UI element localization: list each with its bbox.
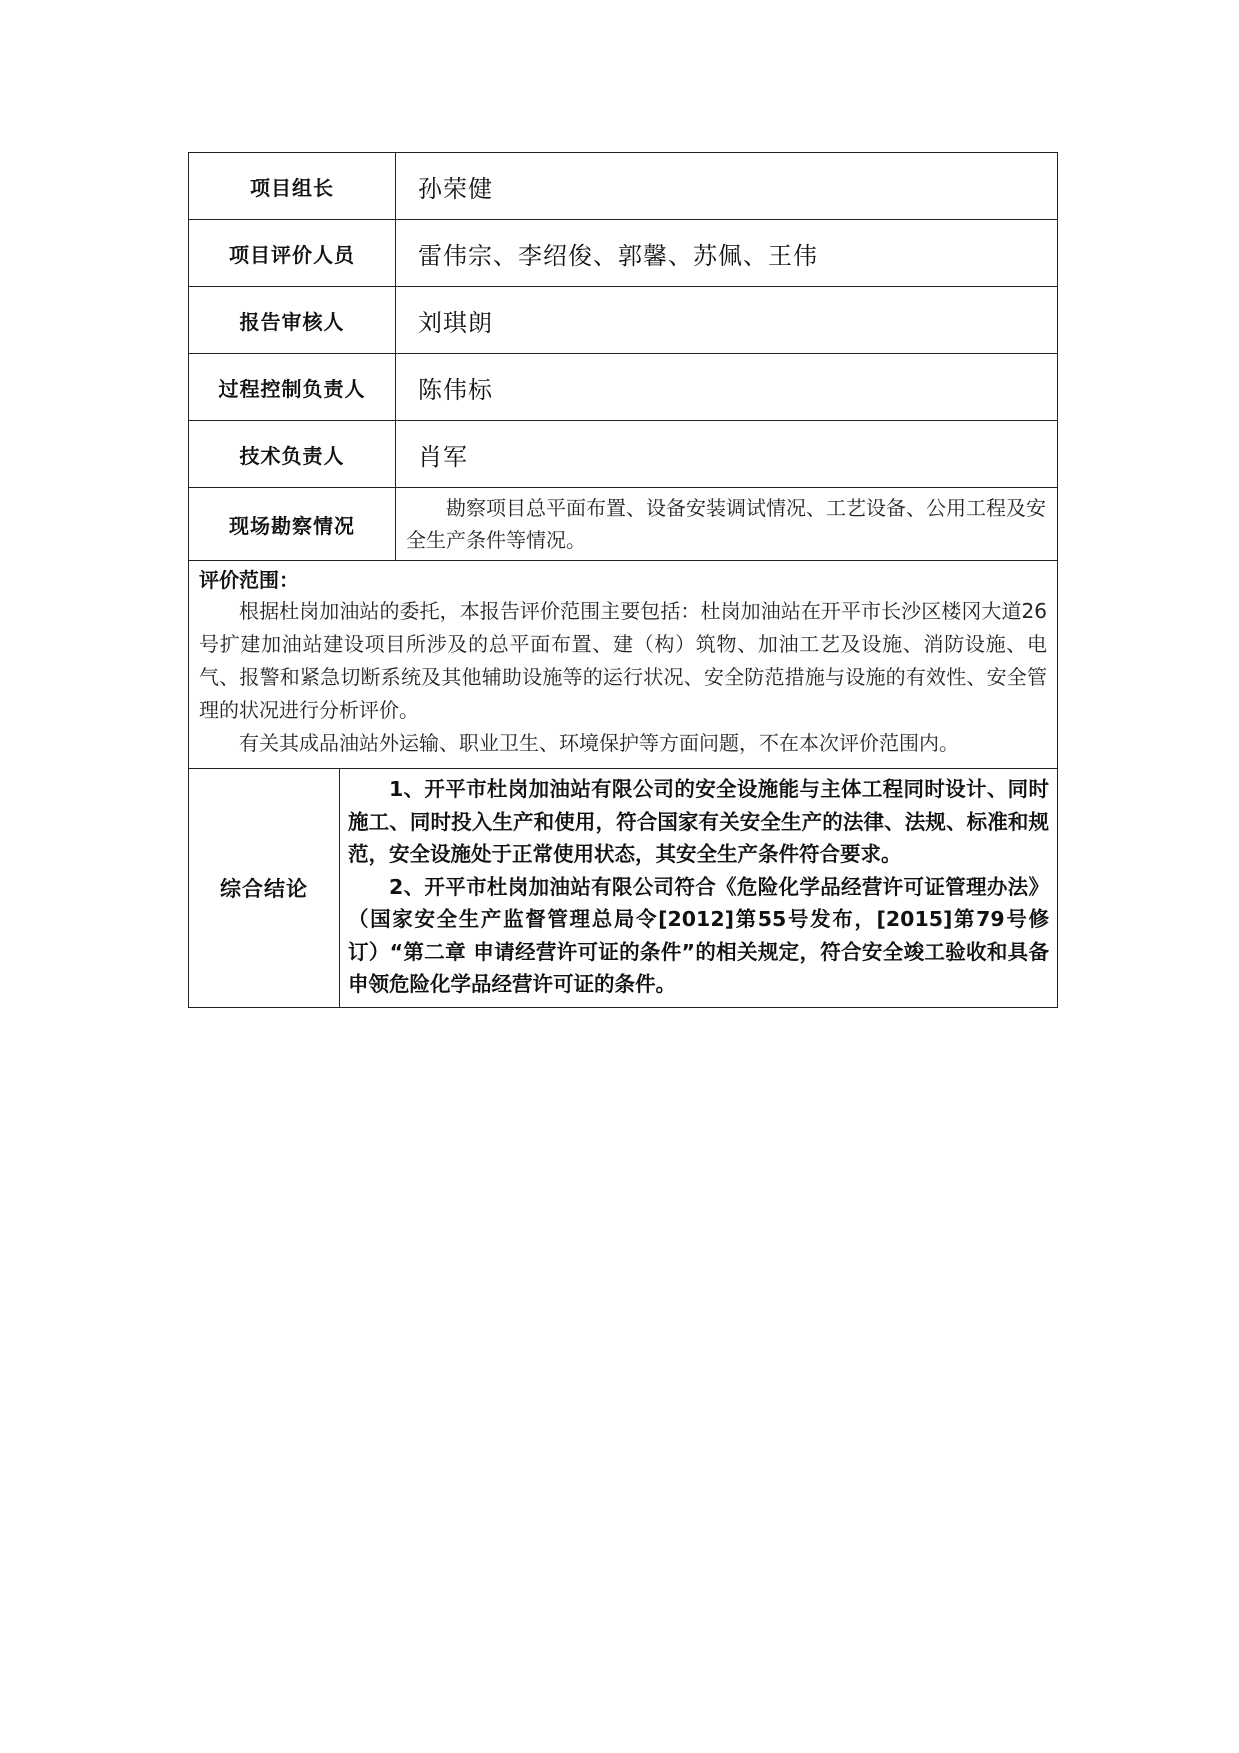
conclusion-label: 综合结论: [189, 769, 340, 1008]
evaluation-info-table: [188, 152, 1058, 1008]
evaluation-scope-paragraph: 根据杜岗加油站的委托，本报告评价范围主要包括：杜岗加油站在开平市长沙区楼冈大道26号扩建加油站建设项目所涉及的总平面布置、建（构）筑物、加油工艺及设施、消防设施、电气、报警和紧急切断系统及其他辅助设施等的运行状况、安全防范措施与设施的有效性、安全管理的状况进行分析评价。: [199, 599, 1047, 722]
row-value-project-leader: 孙荣健: [396, 153, 1058, 220]
table-row: [189, 421, 1058, 488]
row-value-process-controller: 陈伟标: [396, 354, 1058, 421]
row-label-technical-lead: 技术负责人: [189, 421, 396, 488]
table-row: [189, 354, 1058, 421]
table-row: [189, 287, 1058, 354]
table-row: [189, 220, 1058, 287]
row-label-site-survey: 现场勘察情况: [189, 488, 396, 561]
table-row: [189, 153, 1058, 220]
row-value-report-reviewer: 刘琪朗: [396, 287, 1058, 354]
evaluation-scope-cell: [189, 561, 1058, 769]
row-label-project-leader: 项目组长: [189, 153, 396, 220]
conclusion-cell: [340, 769, 1058, 1008]
row-label-report-reviewer: 报告审核人: [189, 287, 396, 354]
table-row: [189, 769, 1058, 1008]
evaluation-scope-title: 评价范围：: [199, 568, 299, 592]
row-value-technical-lead: 肖军: [396, 421, 1058, 488]
row-label-process-controller: 过程控制负责人: [189, 354, 396, 421]
row-value-site-survey: 勘察项目总平面布置、设备安装调试情况、工艺设备、公用工程及安全生产条件等情况。: [396, 488, 1058, 561]
conclusion-paragraph: 1、开平市杜岗加油站有限公司的安全设施能与主体工程同时设计、同时施工、同时投入生产和使用，符合国家有关安全生产的法律、法规、标准和规范，安全设施处于正常使用状态，其安全生产条件符合要求。: [348, 777, 1049, 866]
row-label-evaluators: 项目评价人员: [189, 220, 396, 287]
evaluation-scope-paragraph: 有关其成品油站外运输、职业卫生、环境保护等方面问题，不在本次评价范围内。: [239, 731, 959, 755]
row-value-evaluators: 雷伟宗、李绍俊、郭馨、苏佩、王伟: [396, 220, 1058, 287]
conclusion-paragraph: 2、开平市杜岗加油站有限公司符合《危险化学品经营许可证管理办法》（国家安全生产监督管理总局令[2012]第55号发布，[2015]第79号修订）“第二章 申请经营许可证的条件”的相关规定，符合安全竣工验收和具备申领危险化学品经营许可证的条件。: [348, 874, 1049, 996]
table-row: [189, 488, 1058, 561]
table-row: [189, 561, 1058, 769]
